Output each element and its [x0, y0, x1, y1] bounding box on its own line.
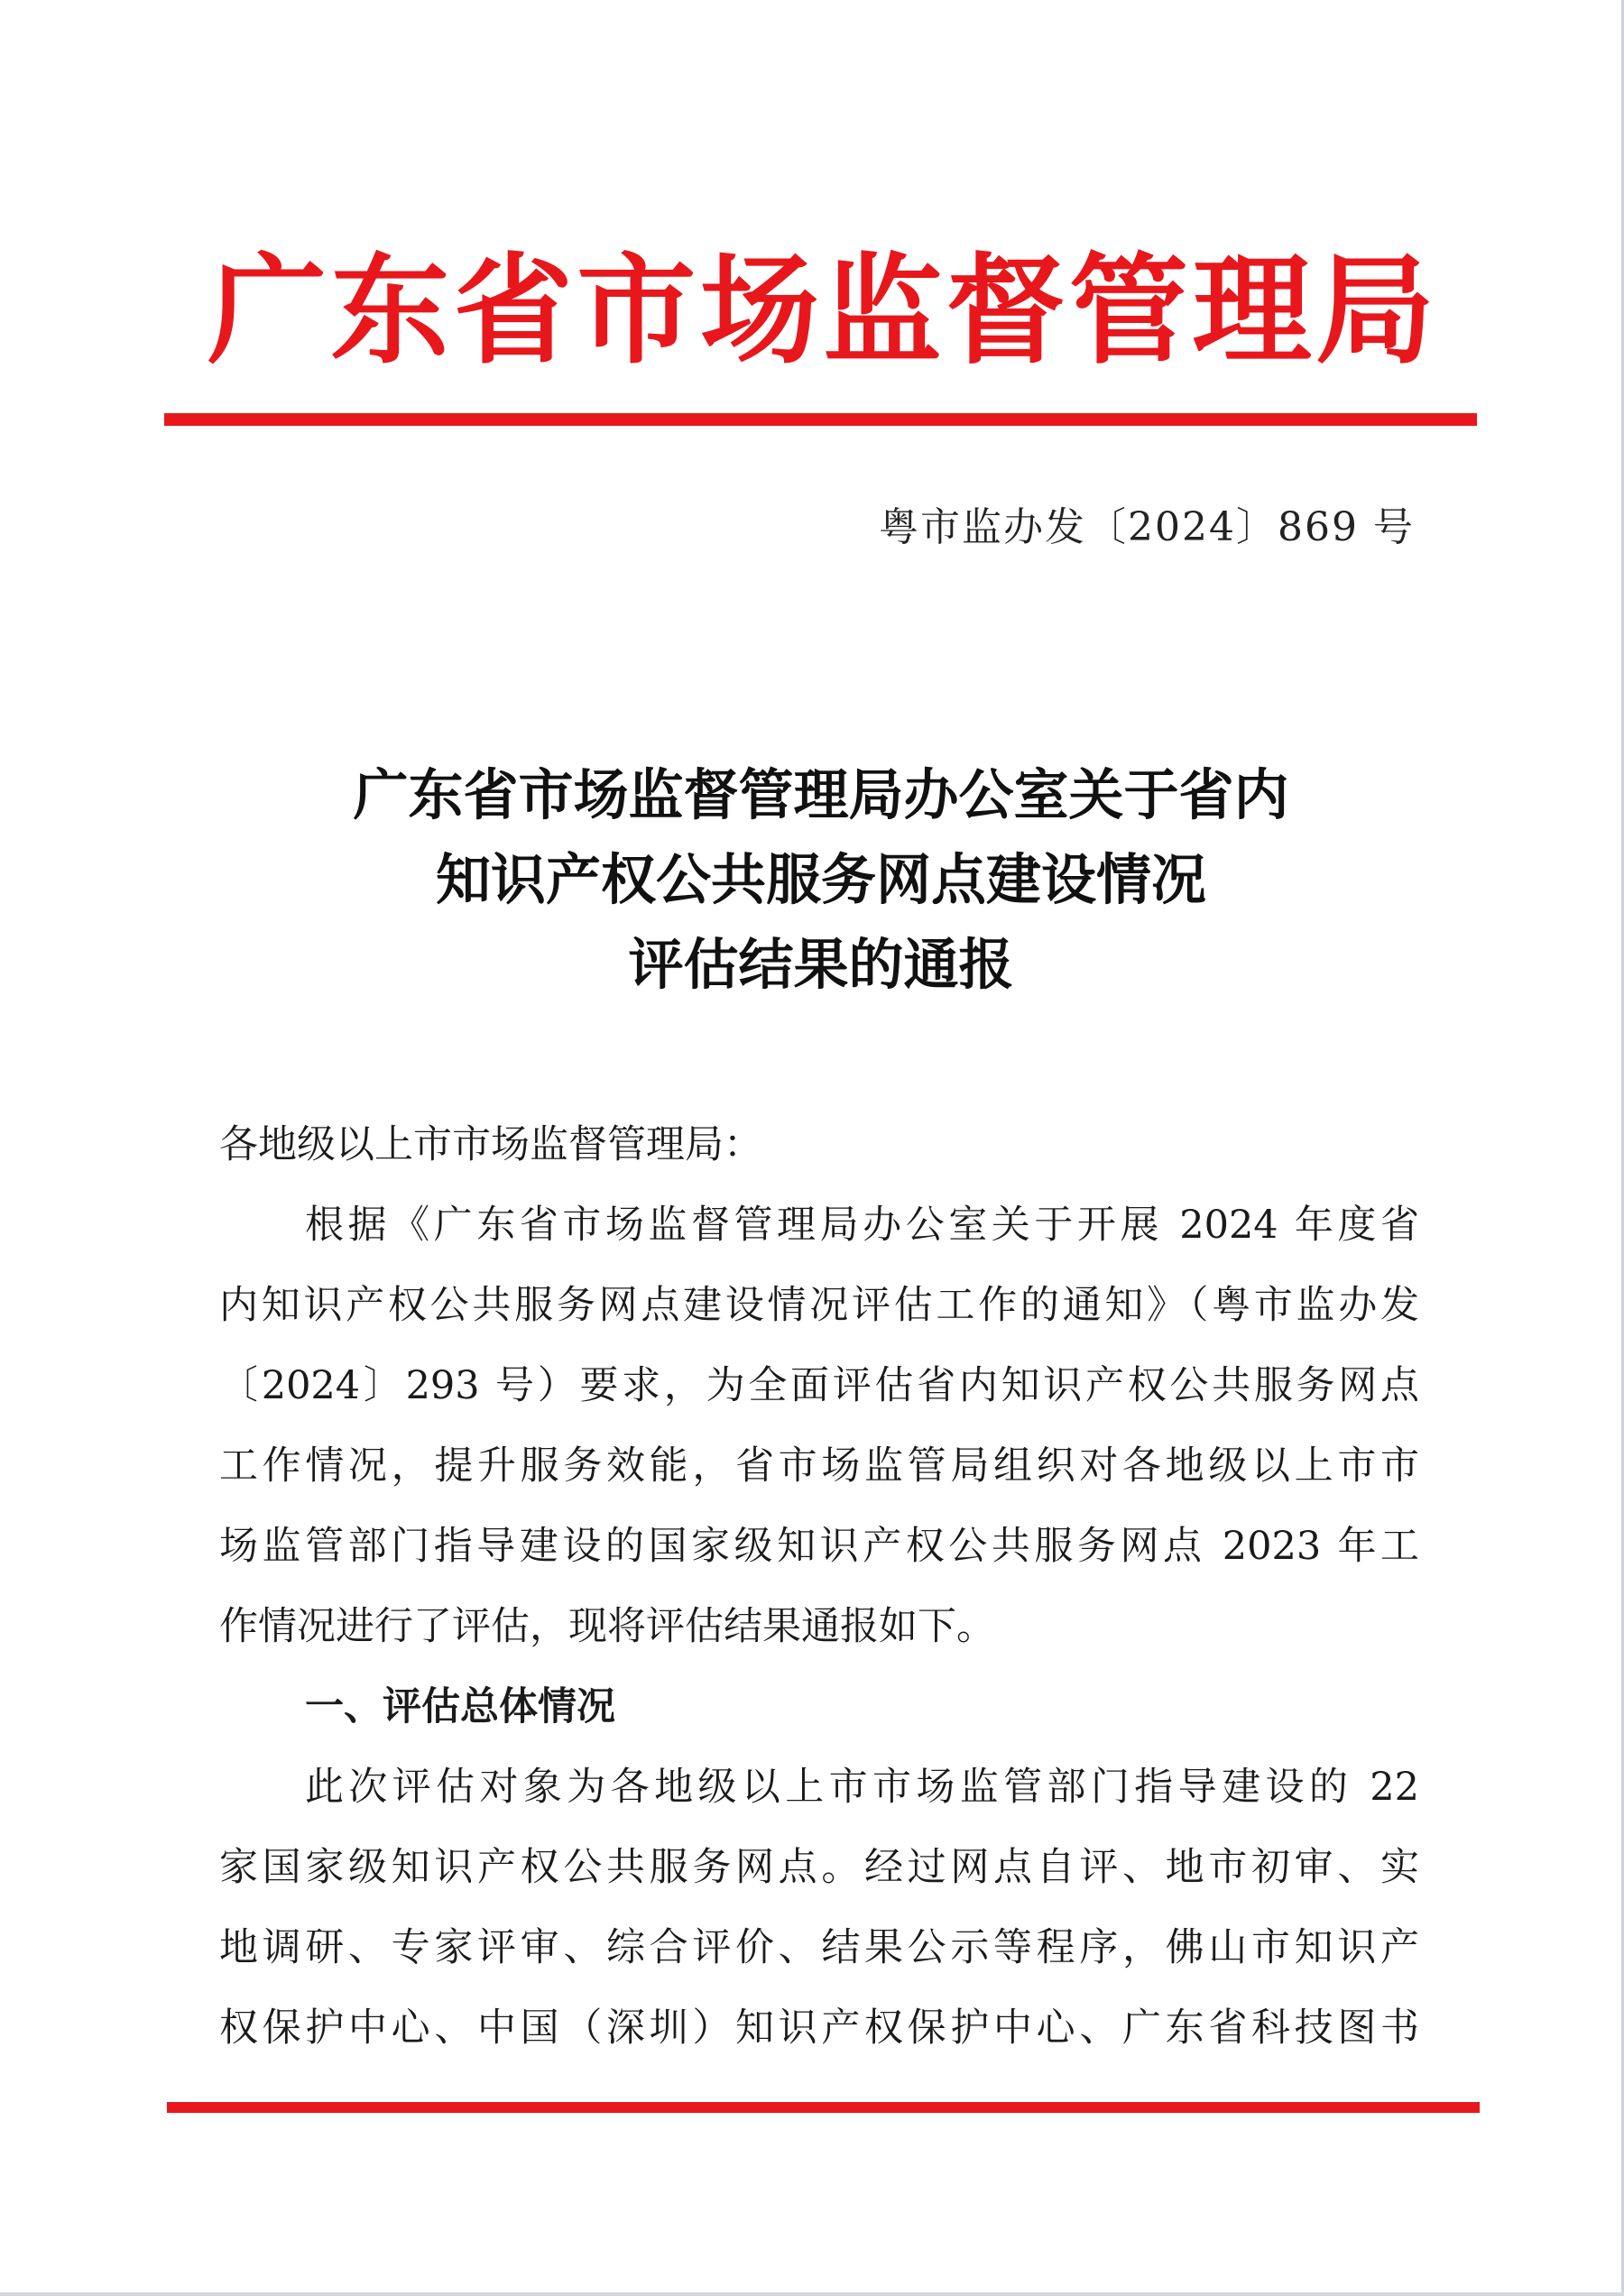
- organization-header-char: 理: [1192, 241, 1312, 381]
- paragraph-1-line: 根据《广东省市场监督管理局办公室关于开展 2024 年度省: [305, 1203, 1419, 1248]
- organization-header-char: 市: [577, 241, 697, 381]
- header-red-rule: [164, 413, 1477, 426]
- document-title-line: 广东省市场监督管理局办公室关于省内: [353, 763, 1289, 827]
- salutation: 各地级以上市市场监督管理局：: [219, 1122, 762, 1167]
- organization-header-char: 省: [453, 241, 573, 381]
- document-title-line: 评估结果的通报: [628, 933, 1014, 997]
- paragraph-1-line: 工作情况，提升服务效能，省市场监管局组织对各地级以上市市: [219, 1443, 1419, 1489]
- organization-header-char: 监: [823, 241, 943, 381]
- paragraph-2-line: 家国家级知识产权公共服务网点。经过网点自评、地市初审、实: [219, 1845, 1419, 1890]
- organization-header: [208, 241, 1435, 381]
- paragraph-2-line: 地调研、专家评审、综合评价、结果公示等程序，佛山市知识产: [219, 1925, 1419, 1970]
- section-heading: 一、评估总体情况: [305, 1684, 615, 1729]
- paragraph-2-line: 权保护中心、中国（深圳）知识产权保护中心、广东省科技图书: [219, 2006, 1419, 2051]
- paragraph-2-line: 此次评估对象为各地级以上市市场监管部门指导建设的 22: [305, 1765, 1419, 1810]
- document-body: [219, 1105, 1419, 2069]
- document-title-line: 知识产权公共服务网点建设情况: [435, 848, 1206, 912]
- paragraph-1-line: 内知识产权公共服务网点建设情况评估工作的通知》（粤市监办发: [219, 1283, 1419, 1328]
- page-edge-bottom: [0, 2292, 1624, 2296]
- paragraph-1-line: 作情况进行了评估，现将评估结果通报如下。: [219, 1604, 995, 1649]
- organization-header-char: 管: [1069, 241, 1189, 381]
- paragraph-1-line: 〔2024〕293 号）要求，为全面评估省内知识产权公共服务网点: [219, 1363, 1419, 1408]
- document-title: [208, 753, 1435, 1008]
- document-number: 粤市监办发〔2024〕869 号: [879, 504, 1415, 550]
- organization-header-char: 局: [1315, 241, 1435, 381]
- organization-header-char: 场: [699, 241, 819, 381]
- organization-header-char: 广: [208, 241, 327, 381]
- footer-red-rule: [167, 2102, 1480, 2113]
- organization-header-char: 督: [946, 241, 1066, 381]
- organization-header-char: 东: [330, 241, 450, 381]
- paragraph-1-line: 场监管部门指导建设的国家级知识产权公共服务网点 2023 年工: [219, 1524, 1419, 1569]
